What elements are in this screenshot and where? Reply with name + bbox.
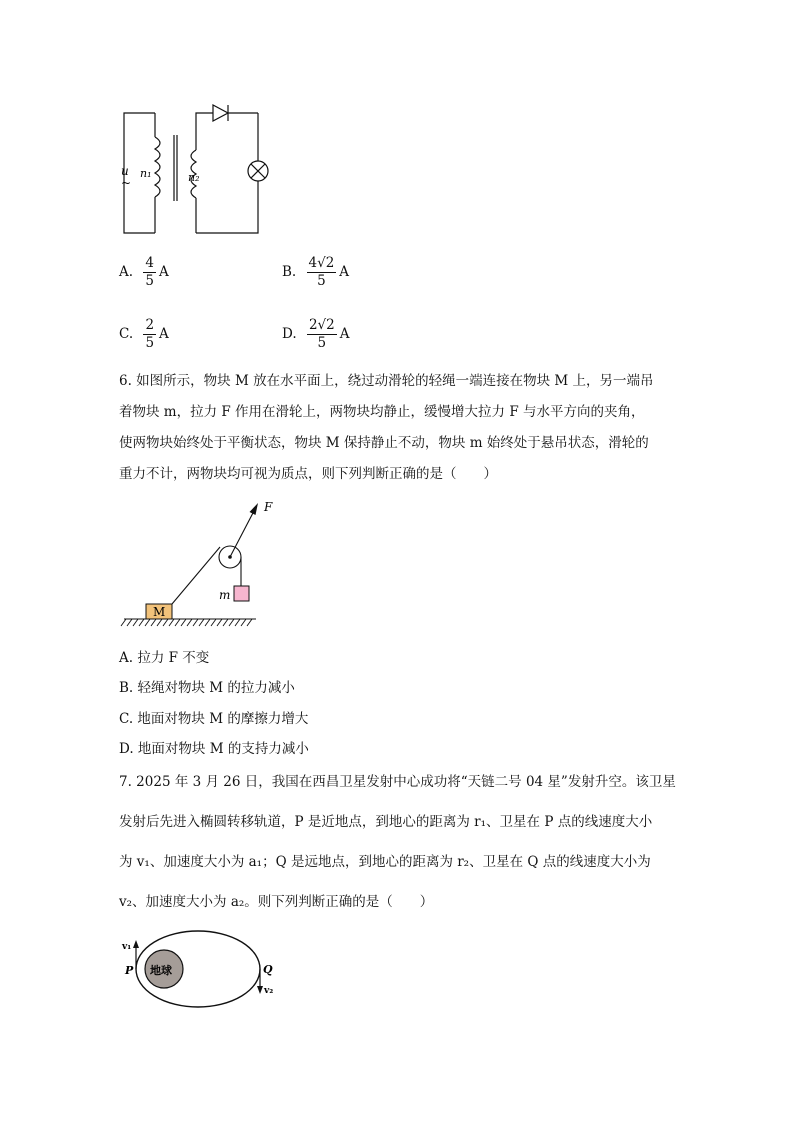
label-v1: v₁: [122, 942, 132, 952]
unit: A: [158, 263, 169, 280]
unit: A: [339, 325, 350, 342]
q7-stem: [119, 762, 679, 922]
q6-option-a[interactable]: A. 拉力 F 不变: [119, 650, 210, 666]
q6-option-b[interactable]: B. 轻绳对物块 M 的拉力减小: [119, 680, 295, 696]
unit: A: [339, 263, 350, 280]
q5-option-a[interactable]: [119, 256, 169, 289]
earth-label: 地球: [150, 964, 172, 977]
orbit-figure: [118, 925, 288, 1015]
pulley-figure: [118, 495, 278, 635]
q5-option-b[interactable]: [282, 256, 349, 289]
label-M: M: [153, 605, 166, 619]
q6-line: 使两物块始终处于平衡状态，物块 M 保持静止不动，物块 m 始终处于悬吊状态，滑轮的: [119, 435, 649, 451]
unit: A: [159, 325, 169, 342]
q6-line: 着物块 m，拉力 F 作用在滑轮上，两物块均静止，缓慢增大拉力 F 与水平方向的夹角，: [119, 404, 645, 420]
q6-option-c[interactable]: C. 地面对物块 M 的摩擦力增大: [119, 711, 309, 727]
q7-line: 为 v₁、加速度大小为 a₁；Q 是远地点，到地心的距离为 r₂、卫星在 Q 点的线速度大小为: [119, 854, 651, 870]
fraction: [143, 256, 156, 289]
label-Q: Q: [263, 963, 273, 976]
label-P: P: [125, 964, 134, 977]
denominator: 5: [317, 334, 327, 351]
q6-line: 重力不计，两物块均可视为质点，则下列判断正确的是（ ）: [119, 466, 497, 482]
fraction: [307, 318, 337, 351]
label-tilde: ~: [121, 176, 132, 190]
q6-option-d[interactable]: D. 地面对物块 M 的支持力减小: [119, 741, 309, 757]
label-v2: v₂: [264, 986, 274, 996]
label-m: m: [219, 588, 231, 602]
fraction: [143, 318, 156, 351]
denominator: 5: [317, 272, 326, 289]
option-letter: C.: [119, 325, 134, 342]
label-F: F: [264, 500, 273, 514]
q5-option-d[interactable]: [282, 318, 349, 351]
numerator: 4√2: [308, 255, 335, 271]
numerator: 4: [145, 255, 154, 271]
q6-stem: [119, 366, 679, 490]
q6-line: 6. 如图所示，物块 M 放在水平面上，绕过动滑轮的轻绳一端连接在物块 M 上，另一端吊: [119, 373, 654, 389]
q7-line: 7. 2025 年 3 月 26 日，我国在西昌卫星发射中心成功将“天链二号 04 星”发射升空。该卫星: [119, 774, 676, 790]
option-letter: A.: [119, 263, 134, 280]
fraction: [307, 256, 337, 289]
option-letter: B.: [282, 263, 297, 280]
label-n2: n₂: [188, 171, 200, 184]
numerator: 2√2: [308, 317, 335, 333]
label-n1: n₁: [140, 167, 152, 180]
q5-option-c[interactable]: [119, 318, 169, 351]
option-letter: D.: [282, 325, 297, 342]
numerator: 2: [145, 317, 155, 333]
denominator: 5: [145, 272, 154, 289]
transformer-circuit-figure: [110, 95, 270, 240]
q7-line: v₂、加速度大小为 a₂。则下列判断正确的是（ ）: [119, 894, 434, 910]
denominator: 5: [145, 334, 155, 351]
label-u: u: [121, 164, 129, 178]
q7-line: 发射后先进入椭圆转移轨道，P 是近地点，到地心的距离为 r₁、卫星在 P 点的线速度大小: [119, 814, 653, 830]
